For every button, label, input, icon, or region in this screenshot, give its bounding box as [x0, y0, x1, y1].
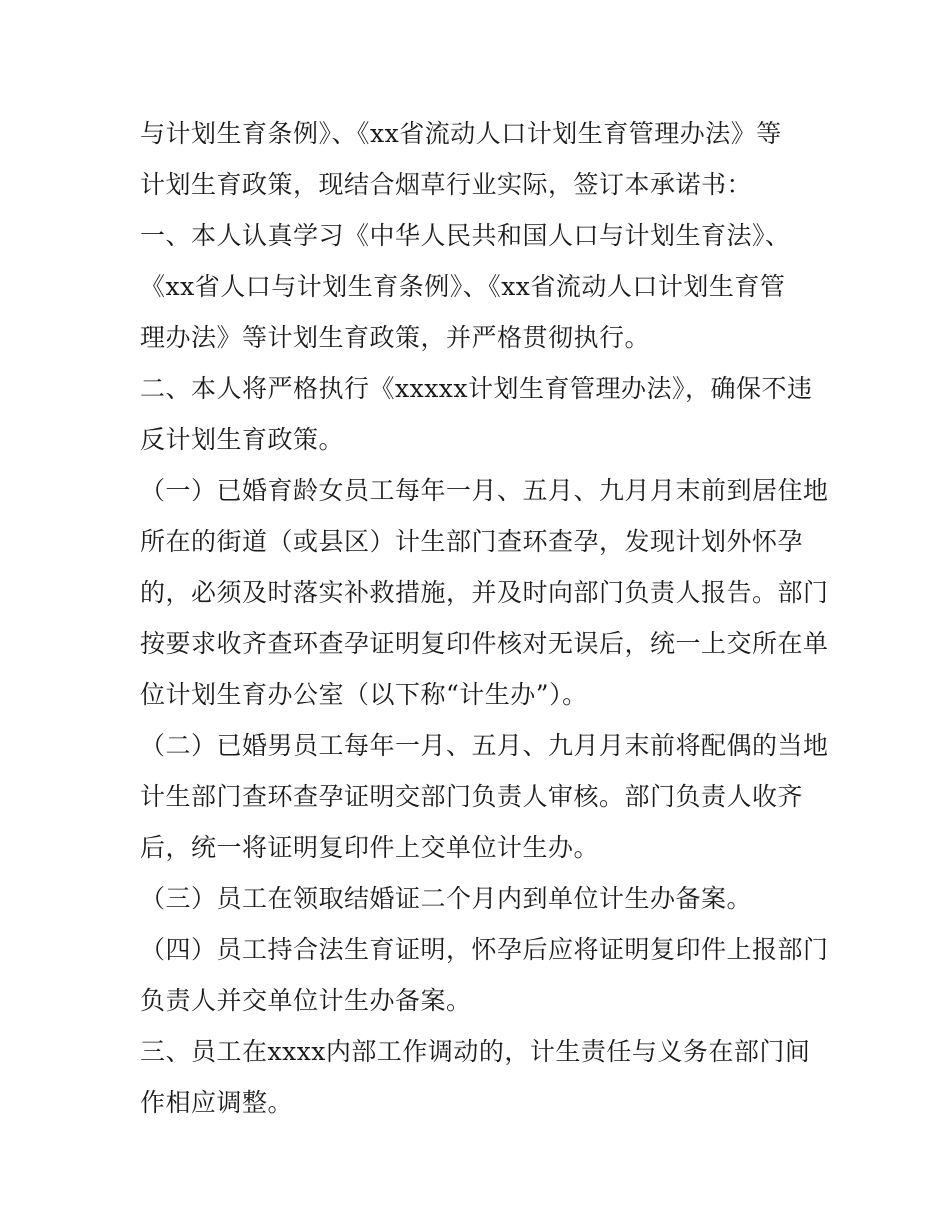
text-line: 作相应调整。 — [140, 1088, 294, 1117]
text-line: （三）员工在领取结婚证二个月内到单位计生办备案。 — [140, 884, 753, 913]
text-line: 一、本人认真学习《中华人民共和国人口与计划生育法》、 — [140, 221, 791, 250]
text-line: （四）员工持合法生育证明，怀孕后应将证明复印件上报部门 — [140, 935, 829, 964]
text-line: （二）已婚男员工每年一月、五月、九月月末前将配偶的当地 — [140, 731, 829, 760]
text-line: 理办法》等计划生育政策，并严格贯彻执行。 — [140, 323, 651, 352]
text-line: 所在的街道（或县区）计生部门查环查孕，发现计划外怀孕 — [140, 527, 804, 556]
text-line: 《xx省人口与计划生育条例》、《xx省流动人口计划生育管 — [140, 272, 786, 301]
text-line: 与计划生育条例》、《xx省流动人口计划生育管理办法》等 — [140, 119, 782, 148]
text-line: 位计划生育办公室（以下称“计生办”）。 — [140, 680, 588, 709]
text-line: 计划生育政策，现结合烟草行业实际，签订本承诺书： — [140, 170, 753, 199]
text-line: 反计划生育政策。 — [140, 425, 345, 454]
text-line: （一）已婚育龄女员工每年一月、五月、九月月末前到居住地 — [140, 476, 829, 505]
text-line: 负责人并交单位计生办备案。 — [140, 986, 472, 1015]
document-body — [140, 108, 830, 1128]
text-line: 按要求收齐查环查孕证明复印件核对无误后，统一上交所在单 — [140, 629, 829, 658]
text-line: 二、本人将严格执行《xxxxx计划生育管理办法》，确保不违 — [140, 374, 813, 403]
text-line: 三、员工在xxxx内部工作调动的，计生责任与义务在部门间 — [140, 1037, 811, 1066]
text-line: 计生部门查环查孕证明交部门负责人审核。部门负责人收齐 — [140, 782, 804, 811]
text-line: 后，统一将证明复印件上交单位计生办。 — [140, 833, 600, 862]
text-line: 的，必须及时落实补救措施，并及时向部门负责人报告。部门 — [140, 578, 829, 607]
